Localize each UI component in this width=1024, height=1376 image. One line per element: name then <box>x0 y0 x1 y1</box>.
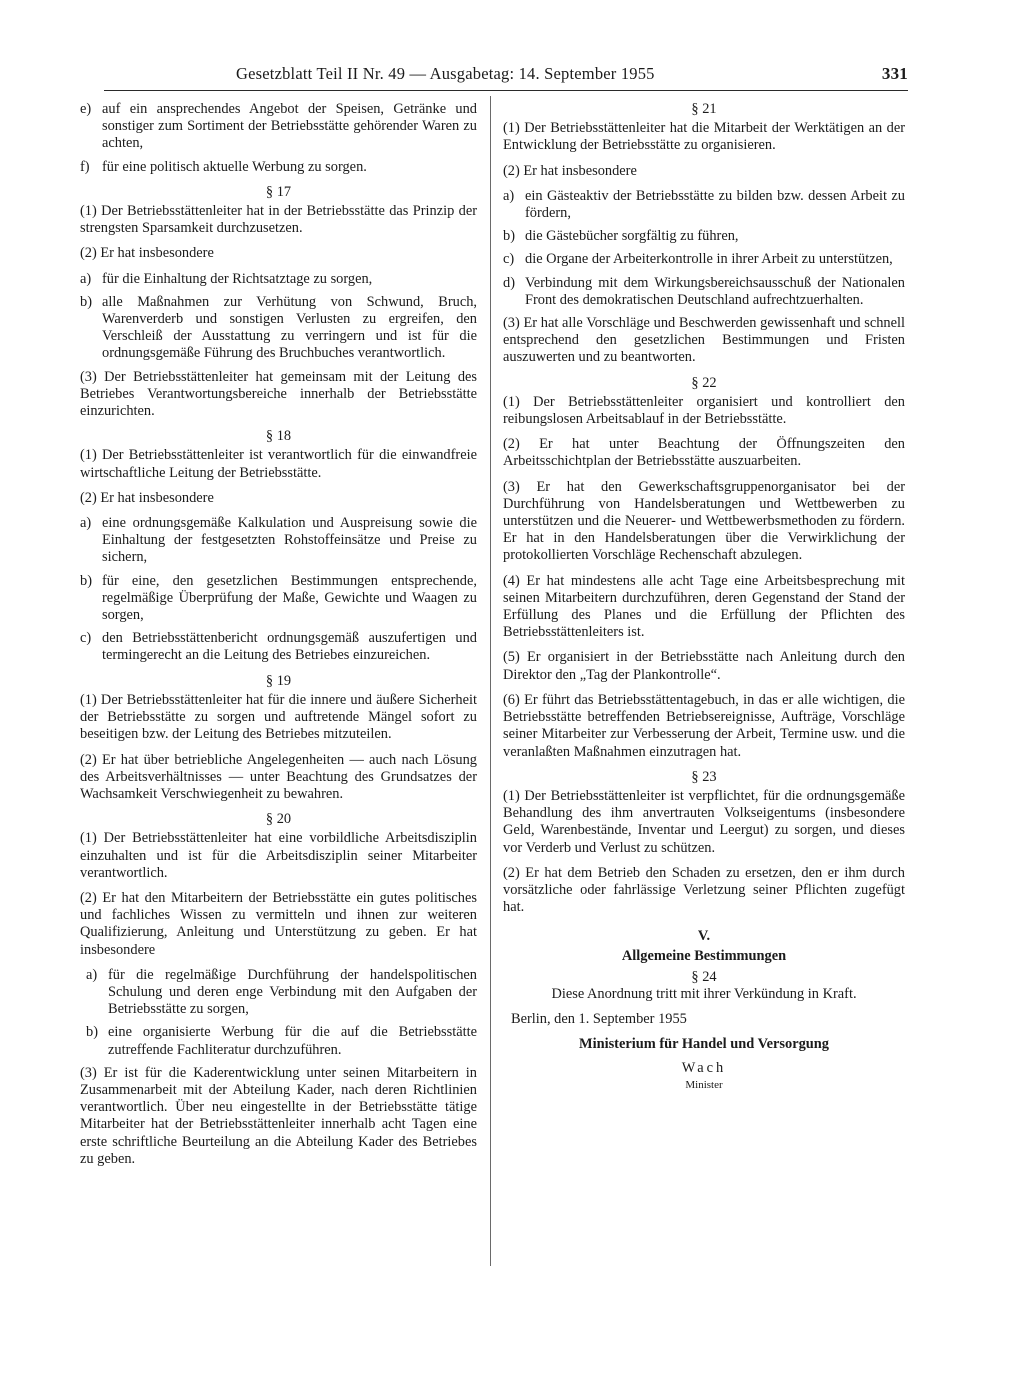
section-heading-17: § 17 <box>265 183 292 200</box>
section-heading-23: § 23 <box>691 768 717 785</box>
paragraph: (3) Er hat den Gewerkschaftsgruppenorganisator bei der Durchführung von Handelsberatungen und Wettbewerben zu unterstützen und die Neuerer- und Wettbewerbsmethoden zu fördern. Er hat in den Handelsberatungen über die Verwirklichung der protokollierten Vorschläge Rechenschaft abzulegen. <box>503 478 905 564</box>
list-item: b) die Gästebücher sorgfältig zu führen, <box>503 228 739 245</box>
paragraph: (1) Der Betriebsstättenleiter hat in der Betriebsstätte das Prinzip der strengsten Sparsamkeit durchzusetzen. <box>80 203 477 237</box>
part-number: V. <box>697 928 711 945</box>
page-header <box>236 64 908 86</box>
section-heading-19: § 19 <box>265 672 292 689</box>
right-column <box>503 101 905 1094</box>
list-item: b) für eine, den gesetzlichen Bestimmungen entsprechende, regelmäßige Überprüfung der Maße, Gewichte und Waagen zu sorgen, <box>80 572 477 624</box>
list-item: b) eine organisierte Werbung für die auf die Betriebsstätte zutreffende Fachliteratur durchzuführen. <box>86 1024 477 1058</box>
paragraph: (2) Er hat unter Beachtung der Öffnungszeiten den Arbeitsschichtplan der Betriebsstätte auszuarbeiten. <box>503 436 905 470</box>
list-item: a) ein Gästeaktiv der Betriebsstätte zu bilden bzw. dessen Arbeit zu fördern, <box>503 187 905 222</box>
paragraph: (2) Er hat den Mitarbeitern der Betriebsstätte ein gutes politisches und fachliches Wissen zu vermitteln und ihnen zur weiteren Qualifizierung, Anleitung und Unterstützung zu geben. Er hat insbesondere <box>80 889 477 958</box>
paragraph: (1) Der Betriebsstättenleiter organisiert und kontrolliert den reibungslosen Arbeitsablauf in der Betriebsstätte. <box>503 393 905 428</box>
section-heading-22: § 22 <box>691 374 717 391</box>
page-number: 331 <box>881 64 908 83</box>
list-item: a) eine ordnungsgemäße Kalkulation und Auspreisung sowie die Einhaltung der festgesetzten Rohstoffeinsätze und Preise zu sichern, <box>80 515 477 566</box>
paragraph: Diese Anordnung tritt mit ihrer Verkündung in Kraft. <box>551 985 857 1002</box>
left-column <box>80 101 477 1176</box>
paragraph: (1) Der Betriebsstättenleiter hat eine vorbildliche Arbeitsdisziplin einzuhalten und ist für die Arbeitsdisziplin seiner Mitarbeiter verantwortlich. <box>80 830 477 881</box>
paragraph: (1) Der Betriebsstättenleiter hat für die innere und äußere Sicherheit der Betriebsstätte zu sorgen und auftretende Mängel sofort zu beseitigen bzw. der Leitung des Betriebes mitzuteilen. <box>80 691 477 743</box>
section-heading-21: § 21 <box>691 101 717 117</box>
paragraph: (1) Der Betriebsstättenleiter ist verantwortlich für die einwandfreie wirtschaftliche Leitung der Betriebsstätte. <box>80 447 477 481</box>
signature-role: Minister <box>685 1078 723 1091</box>
list-item: c) die Organe der Arbeiterkontrolle in ihrer Arbeit zu unterstützen, <box>503 251 893 268</box>
paragraph: (2) Er hat insbesondere <box>503 162 637 179</box>
paragraph: (2) Er hat über betriebliche Angelegenheiten — auch nach Lösung des Arbeitsverhältnisses — unter Beachtung des Grundsatzes der Wachsamkeit Verschwiegenheit zu bewahren. <box>80 751 477 802</box>
column-divider <box>490 96 491 1266</box>
header-title: Gesetzblatt Teil II Nr. 49 — Ausgabetag: 14. September 1955 <box>236 64 655 83</box>
list-item: a) für die regelmäßige Durchführung der handelspolitischen Schulung und deren enge Verbindung mit den Aufgaben der Betriebsstätte zu sorgen, <box>86 966 477 1018</box>
paragraph: (3) Der Betriebsstättenleiter hat gemeinsam mit der Leitung des Betriebes Verantwortungsbereiche innerhalb der Betriebsstätte einzurichten. <box>80 368 477 420</box>
list-item: f) für eine politisch aktuelle Werbung zu sorgen. <box>80 158 367 175</box>
paragraph: (3) Er ist für die Kaderentwicklung unter seinen Mitarbeitern in Zusammenarbeit mit der Abteilung Kader, nach deren Richtlinien verantwortlich. Über neu eingestellte in der Betriebsstätte tätige Mitarbeiter hat der Betriebsstättenleiter innerhalb acht Tagen eine erste schriftliche Beurteilung an die Abteilung Kader des Betriebes zu geben. <box>80 1064 477 1167</box>
ministry-name: Ministerium für Handel und Versorgung <box>578 1036 829 1053</box>
section-heading-18: § 18 <box>265 428 292 445</box>
paragraph: (1) Der Betriebsstättenleiter hat die Mitarbeit der Werktätigen an der Entwicklung der Betriebsstätte zu organisieren. <box>503 120 905 154</box>
paragraph: (2) Er hat insbesondere <box>80 245 214 262</box>
part-title: Allgemeine Bestimmungen <box>621 947 787 964</box>
paragraph: (2) Er hat dem Betrieb den Schaden zu ersetzen, den er ihm durch vorsätzliche oder fahrlässige Verletzung seiner Pflichten zugefügt hat. <box>503 864 905 916</box>
list-item: e) auf ein ansprechendes Angebot der Speisen, Getränke und sonstiger zum Sortiment der Betriebsstätte gehörender Waren zu achten, <box>80 101 477 152</box>
paragraph: (4) Er hat mindestens alle acht Tage eine Arbeitsbesprechung mit seinen Mitarbeitern durchzuführen, deren Gegenstand der Stand der Erfüllung des Planes und die Erfüllung der Pflichten des Betriebsstättenleiters ist. <box>503 572 905 641</box>
paragraph: (5) Er organisiert in der Betriebsstätte nach Anleitung durch den Direktor den „Tag der Plankontrolle“. <box>503 649 905 683</box>
paragraph: (1) Der Betriebsstättenleiter ist verpflichtet, für die ordnungsgemäße Behandlung des ihm anvertrauten Volkseigentums (insbesondere Geld, Warenbestände, Inventar und Leergut) zu sorgen, und dieses vor Verderb und Verlust zu schützen. <box>503 787 905 856</box>
list-item: c) den Betriebsstättenbericht ordnungsgemäß auszufertigen und termingerecht an die Leitung des Betriebes einzureichen. <box>80 630 477 664</box>
place-date: Berlin, den 1. September 1955 <box>511 1011 687 1028</box>
list-item: d) Verbindung mit dem Wirkungsbereichsausschuß der Nationalen Front des demokratischen Deutschland aufrechtzuerhalten. <box>503 274 905 308</box>
section-heading-20: § 20 <box>265 811 292 828</box>
list-item: b) alle Maßnahmen zur Verhütung von Schwund, Bruch, Warenverderb und sonstigen Verlusten zu ergreifen, den Verschleiß der Ausstattung zu verringern und ist für die ordnungsgemäße Führung des Bruchbuches verantwortlich. <box>80 293 477 362</box>
signature: Wach <box>681 1059 727 1076</box>
header-rule <box>104 90 908 91</box>
list-item: a) für die Einhaltung der Richtsatztage zu sorgen, <box>80 270 373 287</box>
paragraph: (3) Er hat alle Vorschläge und Beschwerden gewissenhaft und schnell entsprechend den gesetzlichen Bestimmungen und Fristen auszuwerten und zu beantworten. <box>503 315 905 366</box>
section-heading-24: § 24 <box>691 968 717 985</box>
paragraph: (6) Er führt das Betriebsstättentagebuch, in das er alle wichtigen, die Betriebsstätte betreffenden Betriebsereignisse, Aufträge, Vorschläge seiner Mitarbeiter zur Verbesserung der Arbeit, Termine usw. und die veranlaßten Maßnahmen einzutragen hat. <box>503 691 905 760</box>
paragraph: (2) Er hat insbesondere <box>80 489 214 506</box>
